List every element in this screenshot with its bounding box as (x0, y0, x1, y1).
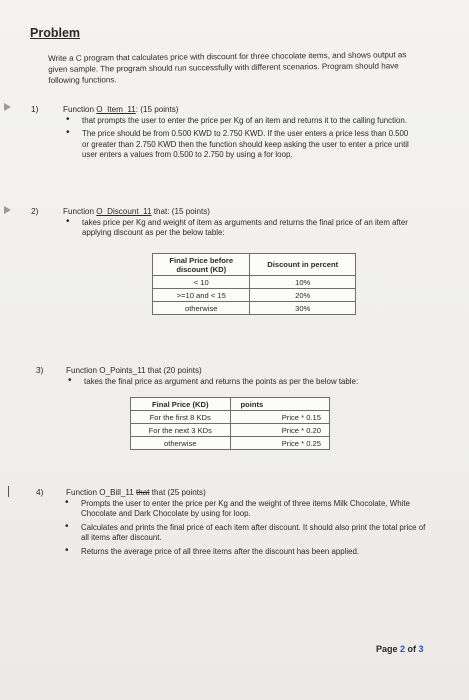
table-cell: For the first 8 KDs (131, 411, 231, 424)
bullet-list (64, 116, 414, 164)
list-item: • Prompts the user to enter the price per Kg and the weight of three items Milk Chocolate, White Chocolate and Dark Chocolate by using for loop. (63, 499, 429, 520)
table-cell: 30% (250, 302, 356, 315)
margin-arrow-icon (4, 103, 11, 111)
item-number: 4) (36, 487, 44, 497)
bullet-list (64, 218, 420, 242)
function-heading: Function O_Discount_11 that: (15 points) (63, 207, 210, 216)
table-row (153, 276, 356, 289)
item-number: 2) (31, 206, 39, 216)
table-header-row (153, 254, 356, 276)
list-item: • that prompts the user to enter the price per Kg of an item and returns it to the calling function. (64, 116, 414, 126)
table-cell: For the next 3 KDs (131, 424, 231, 437)
table-cell: Price * 0.15 (230, 411, 330, 424)
page-number: Page 2 of 3 (376, 644, 424, 654)
table-header: Final Price (KD) (131, 398, 231, 411)
table-row (131, 437, 330, 450)
function-name: O_Points_11 (99, 366, 146, 375)
margin-mark (8, 486, 9, 497)
table-row (131, 411, 330, 424)
table-header-row (131, 398, 330, 411)
function-name: O_Item_11 (96, 105, 136, 114)
table-cell: 20% (250, 289, 356, 302)
function-heading: Function O_Item_11: (15 points) (63, 105, 179, 114)
item-number: 1) (31, 104, 39, 114)
table-cell: Price * 0.20 (230, 424, 330, 437)
table-cell: 10% (250, 276, 356, 289)
table-row (131, 424, 330, 437)
struck-word: that (136, 488, 150, 497)
function-heading: Function O_Points_11 that (20 points) (66, 366, 202, 375)
table-cell: >=10 and < 15 (153, 289, 250, 302)
discount-table (152, 253, 356, 315)
list-item: • The price should be from 0.500 KWD to 2.750 KWD. If the user enters a price less than 0.500 or greater than 2.750 KWD then the function should keep asking the user to enter a price until user enters a values from 0.500 to 2.750 by using a for loop. (64, 129, 414, 160)
table-cell: Price * 0.25 (230, 437, 330, 450)
table-header: points (230, 398, 330, 411)
function-heading: Function O_Bill_11 that that (25 points) (66, 488, 206, 497)
list-item: • Calculates and prints the final price of each item after discount. It should also print the total price of all items after discount. (63, 523, 429, 544)
page-title: Problem (30, 26, 81, 40)
table-cell: < 10 (153, 276, 250, 289)
table-header: Final Price before discount (KD) (153, 254, 250, 276)
list-item: • Returns the average price of all three items after the discount has been applied. (63, 547, 429, 557)
bullet-list (63, 499, 429, 560)
item-number: 3) (36, 365, 44, 375)
table-cell: otherwise (153, 302, 250, 315)
list-item: • takes price per Kg and weight of item as arguments and returns the final price of an item after applying discount as per the below table: (64, 218, 420, 239)
list-item: • takes the final price as argument and returns the points as per the below table: (66, 377, 426, 387)
function-name: O_Discount_11 (96, 207, 152, 216)
margin-arrow-icon (4, 206, 11, 214)
table-row (153, 289, 356, 302)
intro-paragraph: Write a C program that calculates price with discount for three chocolate items, and shows output as given sample. The program should run successfully with different scenarios. Program should have following functions. (48, 50, 407, 85)
function-name: O_Bill_11 (99, 488, 134, 497)
table-row (153, 302, 356, 315)
points-table (130, 397, 330, 450)
bullet-list (66, 377, 426, 390)
table-header: Discount in percent (250, 254, 356, 276)
table-cell: otherwise (131, 437, 231, 450)
